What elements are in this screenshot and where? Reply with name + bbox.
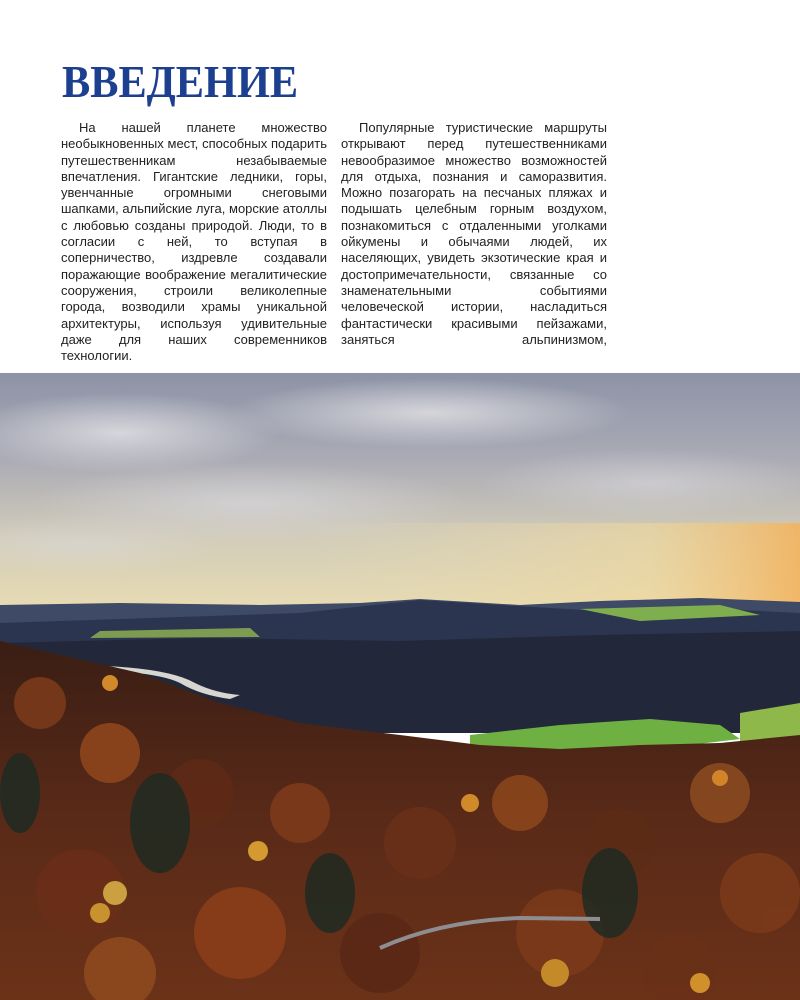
landscape-photo <box>0 373 800 1000</box>
intro-paragraph-left: На нашей планете множество необыкновенных мест, способных подарить путешественникам незабываемые впечатления. Гигантские ледники, горы, увенчанные огромными снеговыми шапками, альпийские луга, морские атоллы с любовью созданы природой. Люди, то в согласии с ней, то вступая в соперничество, издревле создавали поражающие воображение мегалитические сооружения, строили великолепные города, возводили храмы уникальной архитектуры, используя удивительные даже для наших современников технологии. <box>61 120 327 364</box>
section-title: ВВЕДЕНИЕ <box>62 56 299 107</box>
intro-paragraph-right: Популярные туристические маршруты открывают перед путешественниками невообразимое множество возможностей для отдыха, познания и саморазвития. Можно позагорать на песчаных пляжах и подышать целебным горным воздухом, познакомиться с отдаленными уголками ойкумены и обычаями людей, их населяющих, увидеть экзотические края и достопримечательности, связанные со знаменательными событиями человеческой истории, насладиться фантастически красивыми пейзажами, заняться альпинизмом, <box>341 120 607 347</box>
